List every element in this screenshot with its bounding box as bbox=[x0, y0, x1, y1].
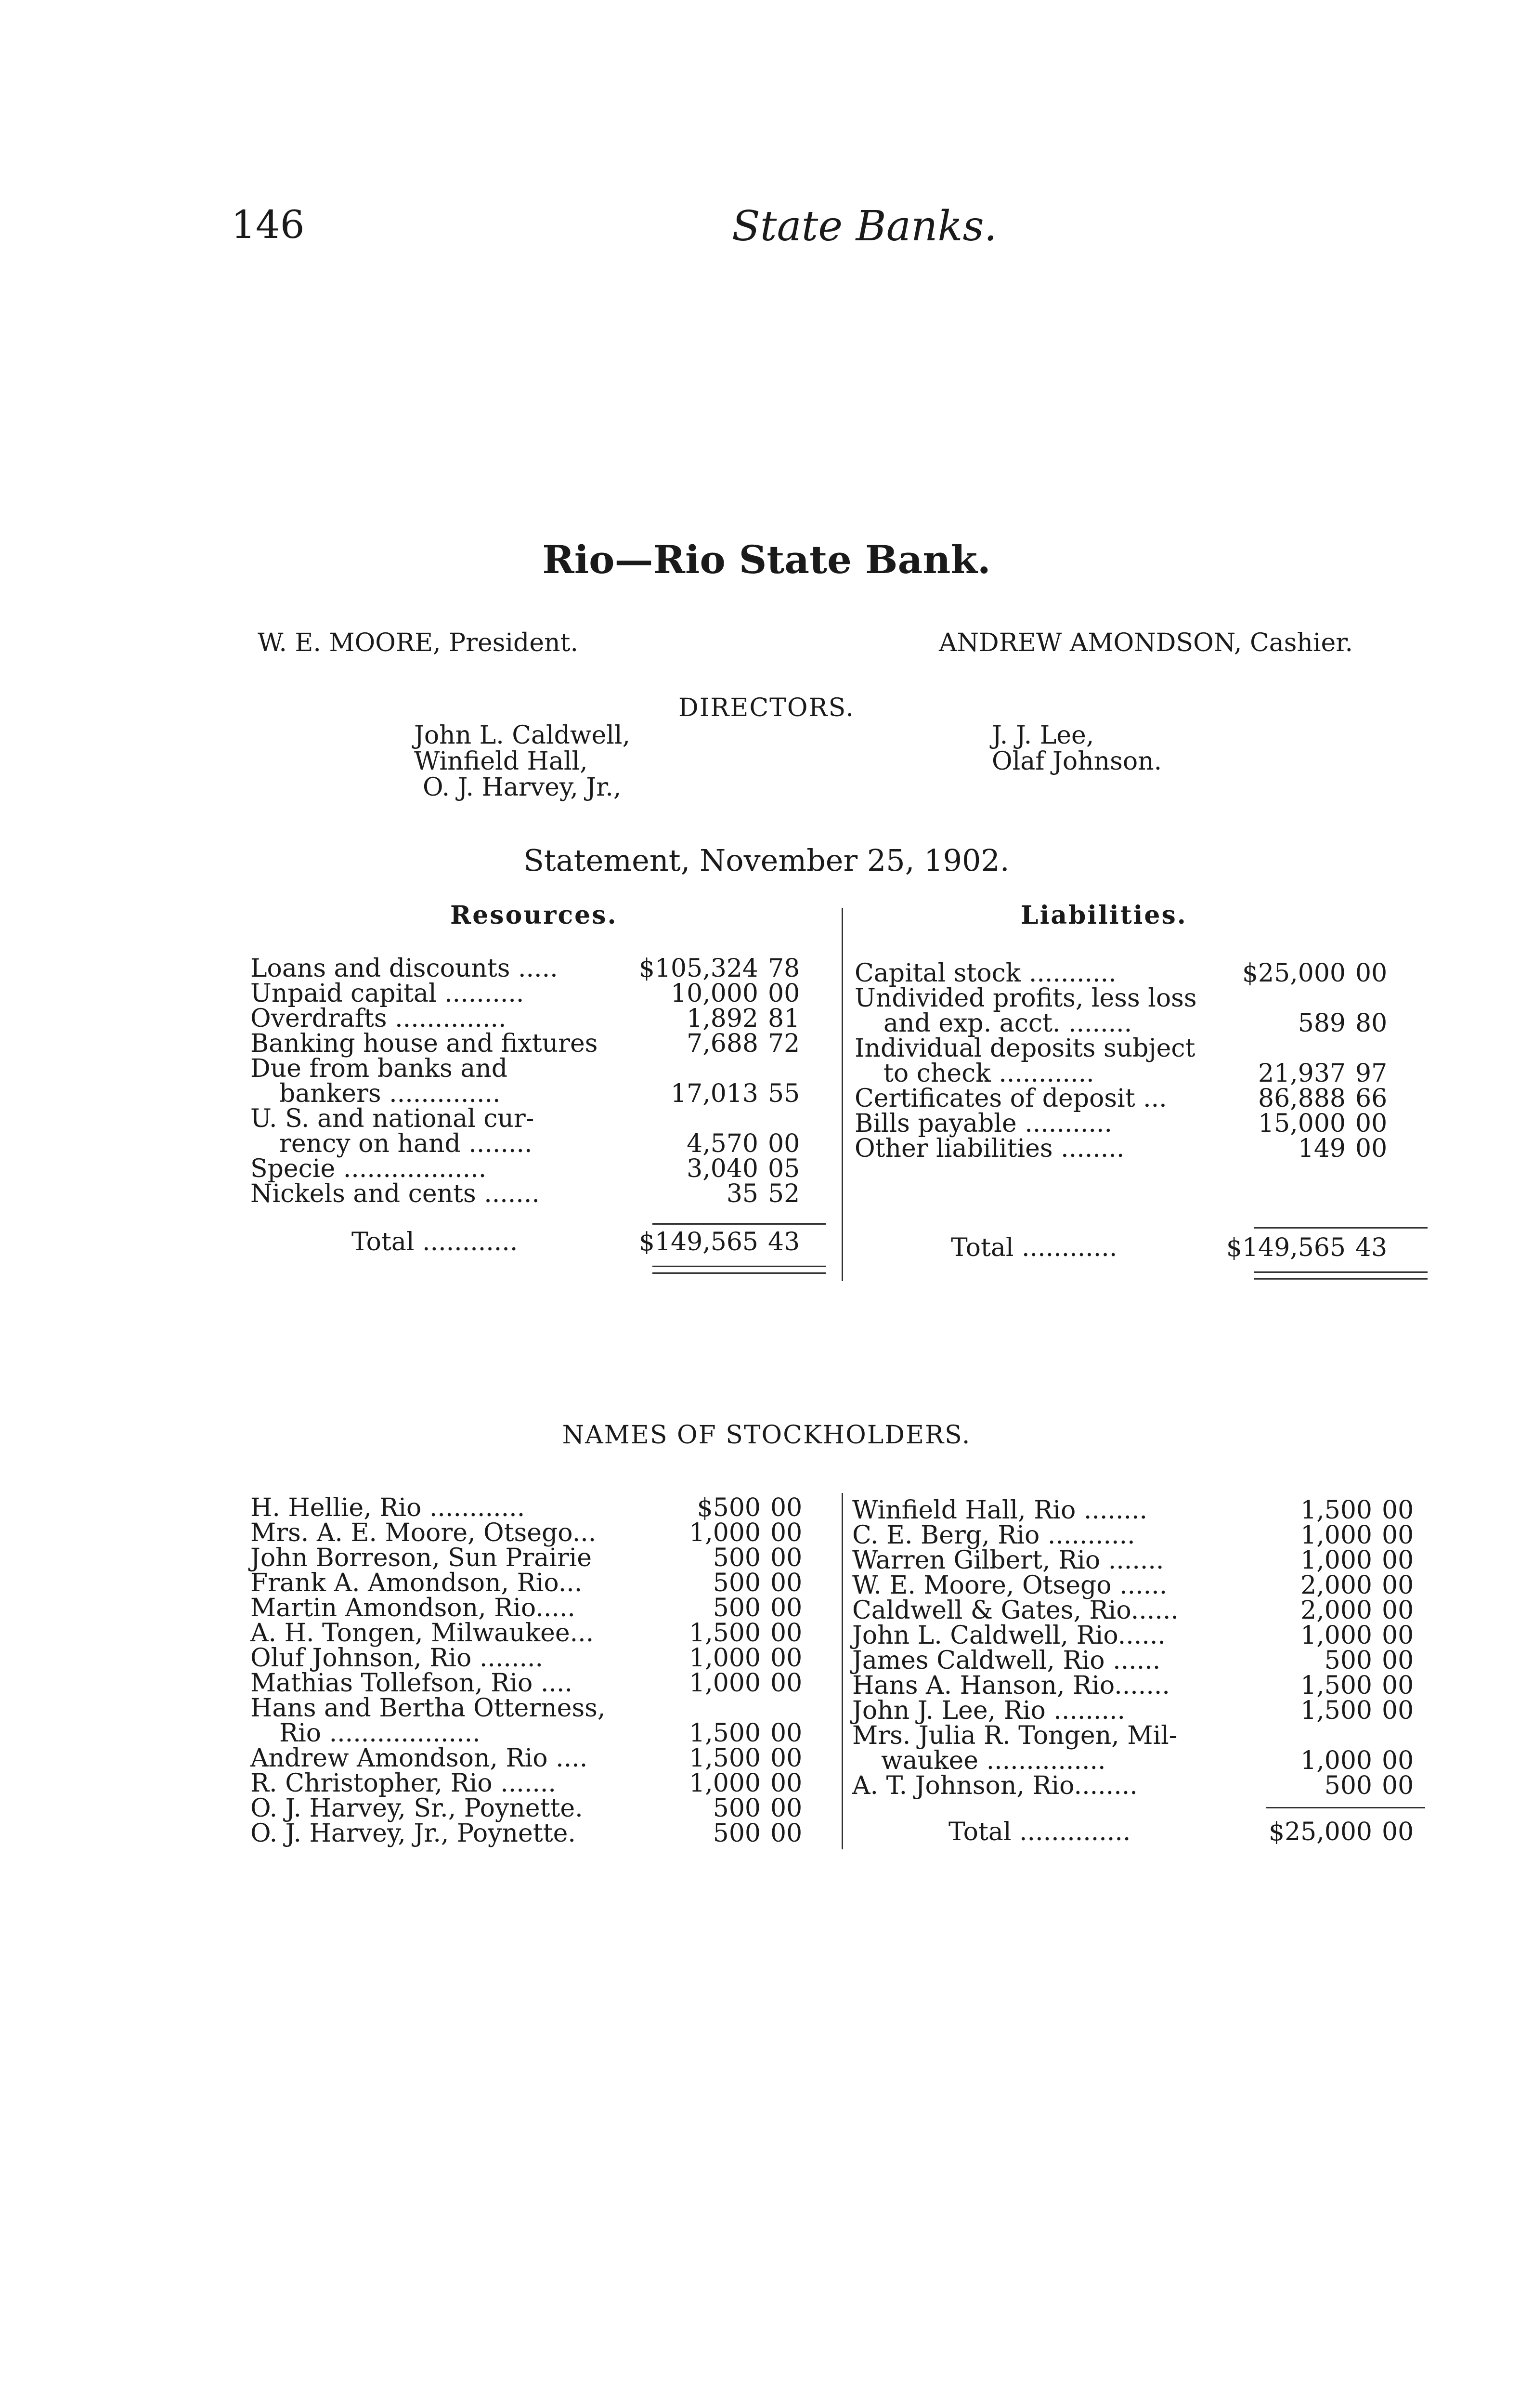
row-label: Other liabilities ........ bbox=[855, 1134, 1125, 1163]
row-label: John L. Caldwell, Rio...... bbox=[852, 1621, 1166, 1650]
stockholder-row bbox=[852, 1573, 1430, 1598]
stockholder-row bbox=[250, 1495, 828, 1520]
total-row bbox=[250, 1230, 828, 1255]
row-amount: 1,000 bbox=[1300, 1746, 1372, 1775]
stockholder-row bbox=[250, 1771, 828, 1796]
row-label: A. T. Johnson, Rio........ bbox=[852, 1771, 1138, 1800]
row-label: Bills payable ........... bbox=[855, 1109, 1113, 1138]
row-amount: $25,000 bbox=[1242, 959, 1346, 988]
stockholder-row bbox=[250, 1696, 828, 1721]
row-amount: 500 bbox=[713, 1544, 761, 1572]
stockholder-row bbox=[250, 1621, 828, 1646]
double-rule bbox=[652, 1272, 826, 1274]
stockholders-column-divider bbox=[842, 1493, 843, 1849]
row-cents: 00 bbox=[1382, 1521, 1414, 1550]
total-label: Total .............. bbox=[948, 1818, 1131, 1846]
stockholder-row bbox=[852, 1648, 1430, 1673]
row-label: Overdrafts .............. bbox=[250, 1004, 507, 1033]
statement-column-divider bbox=[842, 908, 843, 1281]
row-label: Hans A. Hanson, Rio....... bbox=[852, 1671, 1170, 1700]
row-amount: 35 bbox=[726, 1179, 758, 1208]
statement-heading: Statement, November 25, 1902. bbox=[523, 843, 1010, 878]
stockholder-row bbox=[852, 1523, 1430, 1548]
resource-row bbox=[250, 1006, 828, 1031]
row-cents: 97 bbox=[1355, 1059, 1388, 1088]
resource-row bbox=[250, 1156, 828, 1181]
row-cents: 52 bbox=[768, 1179, 800, 1208]
stockholder-row bbox=[250, 1520, 828, 1545]
stockholder-row bbox=[852, 1748, 1430, 1773]
row-cents: 00 bbox=[1382, 1546, 1414, 1575]
stockholder-row bbox=[250, 1746, 828, 1771]
row-label: Due from banks and bbox=[250, 1054, 508, 1083]
row-label: Certificates of deposit ... bbox=[855, 1084, 1167, 1113]
row-cents: 00 bbox=[770, 1544, 803, 1572]
row-amount: 149 bbox=[1298, 1134, 1346, 1163]
row-label: Mrs. A. E. Moore, Otsego... bbox=[250, 1518, 597, 1547]
resource-row bbox=[250, 956, 828, 981]
row-amount: 1,000 bbox=[689, 1644, 761, 1673]
row-cents: 00 bbox=[768, 979, 800, 1008]
stockholder-row bbox=[852, 1498, 1430, 1523]
total-amount: $25,000 bbox=[1268, 1818, 1372, 1846]
row-amount: 17,013 bbox=[671, 1079, 758, 1108]
row-cents: 55 bbox=[768, 1079, 800, 1108]
liability-row bbox=[855, 986, 1432, 1011]
row-amount: 1,000 bbox=[1300, 1621, 1372, 1650]
row-label: Nickels and cents ....... bbox=[250, 1179, 540, 1208]
president: W. E. MOORE, President. bbox=[258, 628, 579, 657]
row-label: Warren Gilbert, Rio ....... bbox=[852, 1546, 1164, 1575]
row-label: O. J. Harvey, Jr., Poynette. bbox=[250, 1819, 576, 1848]
row-label: Capital stock ........... bbox=[855, 959, 1117, 988]
row-cents: 00 bbox=[770, 1518, 803, 1547]
resources-heading: Resources. bbox=[450, 901, 618, 930]
directors-heading: DIRECTORS. bbox=[678, 694, 855, 722]
stockholder-row bbox=[852, 1773, 1430, 1798]
row-label: R. Christopher, Rio ....... bbox=[250, 1769, 556, 1798]
page-number: 146 bbox=[231, 202, 305, 247]
double-rule bbox=[1254, 1271, 1428, 1273]
row-amount: 500 bbox=[713, 1794, 761, 1823]
row-amount: 500 bbox=[713, 1569, 761, 1597]
stockholder-row bbox=[852, 1623, 1430, 1648]
directors-right-column bbox=[992, 722, 1162, 774]
row-label: Hans and Bertha Otterness, bbox=[250, 1694, 606, 1723]
director-name: Winfield Hall, bbox=[414, 747, 588, 776]
liability-row bbox=[855, 1036, 1432, 1061]
total-cents: 00 bbox=[1382, 1818, 1414, 1846]
row-amount: 1,000 bbox=[689, 1769, 761, 1798]
row-cents: 00 bbox=[1382, 1746, 1414, 1775]
row-amount: 1,500 bbox=[1300, 1696, 1372, 1725]
liability-row bbox=[855, 1136, 1432, 1161]
total-label: Total ............ bbox=[951, 1233, 1117, 1262]
row-amount: 86,888 bbox=[1258, 1084, 1346, 1113]
stockholder-row bbox=[852, 1723, 1430, 1748]
resource-row bbox=[250, 1056, 828, 1081]
total-amount: $149,565 bbox=[638, 1228, 758, 1256]
row-label: James Caldwell, Rio ...... bbox=[852, 1646, 1161, 1675]
resource-row bbox=[250, 981, 828, 1006]
director-name: Olaf Johnson. bbox=[992, 747, 1162, 776]
stockholders-heading: NAMES OF STOCKHOLDERS. bbox=[562, 1421, 971, 1450]
row-label: to check ............ bbox=[883, 1059, 1094, 1088]
row-cents: 00 bbox=[770, 1719, 803, 1748]
row-cents: 00 bbox=[770, 1493, 803, 1522]
resource-row bbox=[250, 1031, 828, 1056]
row-label: John Borreson, Sun Prairie bbox=[250, 1544, 592, 1572]
row-amount: 1,000 bbox=[1300, 1546, 1372, 1575]
row-amount: 2,000 bbox=[1300, 1596, 1372, 1625]
subtotal-rule bbox=[652, 1223, 826, 1225]
director-name: J. J. Lee, bbox=[992, 721, 1094, 750]
row-label: Caldwell & Gates, Rio...... bbox=[852, 1596, 1179, 1625]
cashier: ANDREW AMONDSON, Cashier. bbox=[939, 628, 1353, 657]
liability-row bbox=[855, 961, 1432, 986]
row-cents: 81 bbox=[768, 1004, 800, 1033]
row-amount: 500 bbox=[713, 1819, 761, 1848]
row-amount: 21,937 bbox=[1258, 1059, 1346, 1088]
row-label: A. H. Tongen, Milwaukee... bbox=[250, 1619, 594, 1648]
total-amount: $149,565 bbox=[1226, 1233, 1346, 1262]
row-label: Banking house and fixtures bbox=[250, 1029, 598, 1058]
row-amount: $500 bbox=[697, 1493, 761, 1522]
resource-row bbox=[250, 1106, 828, 1131]
liabilities-heading: Liabilities. bbox=[1021, 901, 1187, 930]
row-amount: 500 bbox=[1324, 1771, 1372, 1800]
row-amount: 1,500 bbox=[1300, 1671, 1372, 1700]
row-label: John J. Lee, Rio ......... bbox=[852, 1696, 1126, 1725]
row-amount: 4,570 bbox=[687, 1129, 758, 1158]
row-amount: 1,500 bbox=[689, 1744, 761, 1773]
total-cents: 43 bbox=[1355, 1233, 1388, 1262]
stockholder-row bbox=[852, 1673, 1430, 1698]
row-cents: 00 bbox=[1382, 1596, 1414, 1625]
stockholder-row bbox=[852, 1698, 1430, 1723]
row-cents: 00 bbox=[770, 1794, 803, 1823]
row-amount: 7,688 bbox=[687, 1029, 758, 1058]
row-label: Mathias Tollefson, Rio .... bbox=[250, 1669, 572, 1698]
total-cents: 43 bbox=[768, 1228, 800, 1256]
row-label: Winfield Hall, Rio ........ bbox=[852, 1496, 1148, 1525]
liability-row bbox=[855, 1011, 1432, 1036]
row-label: H. Hellie, Rio ............ bbox=[250, 1493, 525, 1522]
row-label: Andrew Amondson, Rio .... bbox=[250, 1744, 588, 1773]
stockholder-row bbox=[250, 1596, 828, 1621]
row-label: rency on hand ........ bbox=[279, 1129, 533, 1158]
row-label: Martin Amondson, Rio..... bbox=[250, 1594, 575, 1623]
row-amount: 10,000 bbox=[671, 979, 758, 1008]
row-cents: 66 bbox=[1355, 1084, 1388, 1113]
total-label: Total ............ bbox=[351, 1228, 518, 1256]
row-amount: 1,892 bbox=[687, 1004, 758, 1033]
row-cents: 00 bbox=[770, 1619, 803, 1648]
row-label: Rio ................... bbox=[279, 1719, 481, 1748]
row-amount: 589 bbox=[1298, 1009, 1346, 1038]
row-label: Undivided profits, less loss bbox=[855, 984, 1197, 1013]
total-row bbox=[852, 1819, 1430, 1845]
row-label: Loans and discounts ..... bbox=[250, 954, 558, 983]
row-cents: 00 bbox=[770, 1569, 803, 1597]
resource-row bbox=[250, 1131, 828, 1156]
row-cents: 00 bbox=[770, 1819, 803, 1848]
row-cents: 00 bbox=[1382, 1496, 1414, 1525]
row-label: Frank A. Amondson, Rio... bbox=[250, 1569, 583, 1597]
row-amount: 15,000 bbox=[1258, 1109, 1346, 1138]
row-cents: 80 bbox=[1355, 1009, 1388, 1038]
row-label: O. J. Harvey, Sr., Poynette. bbox=[250, 1794, 583, 1823]
stockholder-row bbox=[852, 1548, 1430, 1573]
row-label: U. S. and national cur- bbox=[250, 1104, 534, 1133]
row-amount: 1,500 bbox=[689, 1619, 761, 1648]
row-cents: 00 bbox=[1382, 1621, 1414, 1650]
row-cents: 00 bbox=[770, 1744, 803, 1773]
row-cents: 00 bbox=[768, 1129, 800, 1158]
row-cents: 00 bbox=[770, 1594, 803, 1623]
double-rule bbox=[652, 1266, 826, 1267]
row-cents: 00 bbox=[770, 1769, 803, 1798]
row-cents: 00 bbox=[1355, 959, 1388, 988]
row-cents: 00 bbox=[1355, 1134, 1388, 1163]
stockholder-row bbox=[250, 1796, 828, 1821]
subtotal-rule bbox=[1254, 1227, 1428, 1229]
row-label: Individual deposits subject bbox=[855, 1034, 1195, 1063]
row-cents: 00 bbox=[1382, 1646, 1414, 1675]
total-row bbox=[855, 1235, 1432, 1260]
bank-title: Rio—Rio State Bank. bbox=[542, 537, 991, 582]
running-title: State Banks. bbox=[732, 202, 997, 250]
director-name: O. J. Harvey, Jr., bbox=[423, 773, 622, 802]
row-amount: 2,000 bbox=[1300, 1571, 1372, 1600]
row-cents: 00 bbox=[1382, 1671, 1414, 1700]
directors-left-column bbox=[414, 722, 630, 800]
row-amount: 3,040 bbox=[687, 1154, 758, 1183]
row-cents: 05 bbox=[768, 1154, 800, 1183]
row-label: Oluf Johnson, Rio ........ bbox=[250, 1644, 544, 1673]
row-label: Specie .................. bbox=[250, 1154, 487, 1183]
row-cents: 00 bbox=[1382, 1571, 1414, 1600]
row-cents: 00 bbox=[1382, 1771, 1414, 1800]
row-cents: 00 bbox=[770, 1644, 803, 1673]
row-label: Mrs. Julia R. Tongen, Mil- bbox=[852, 1721, 1178, 1750]
liability-row bbox=[855, 1086, 1432, 1111]
row-amount: 1,000 bbox=[689, 1518, 761, 1547]
stockholder-row bbox=[250, 1821, 828, 1846]
liability-row bbox=[855, 1061, 1432, 1086]
subtotal-rule bbox=[1266, 1807, 1425, 1808]
stockholder-row bbox=[852, 1598, 1430, 1623]
row-amount: 500 bbox=[1324, 1646, 1372, 1675]
row-cents: 00 bbox=[770, 1669, 803, 1698]
stockholder-row bbox=[250, 1545, 828, 1570]
row-cents: 78 bbox=[768, 954, 800, 983]
row-amount: 500 bbox=[713, 1594, 761, 1623]
stockholder-row bbox=[250, 1646, 828, 1671]
director-name: John L. Caldwell, bbox=[414, 721, 631, 750]
row-label: waukee ............... bbox=[881, 1746, 1106, 1775]
row-amount: 1,000 bbox=[689, 1669, 761, 1698]
row-label: Unpaid capital .......... bbox=[250, 979, 524, 1008]
row-cents: 00 bbox=[1382, 1696, 1414, 1725]
row-label: C. E. Berg, Rio ........... bbox=[852, 1521, 1135, 1550]
row-label: bankers .............. bbox=[279, 1079, 501, 1108]
row-amount: 1,500 bbox=[689, 1719, 761, 1748]
stockholder-row bbox=[250, 1570, 828, 1596]
row-amount: 1,500 bbox=[1300, 1496, 1372, 1525]
row-label: W. E. Moore, Otsego ...... bbox=[852, 1571, 1168, 1600]
liability-row bbox=[855, 1111, 1432, 1136]
double-rule bbox=[1254, 1278, 1428, 1280]
row-label: and exp. acct. ........ bbox=[883, 1009, 1132, 1038]
resource-row bbox=[250, 1181, 828, 1206]
row-amount: 1,000 bbox=[1300, 1521, 1372, 1550]
row-cents: 72 bbox=[768, 1029, 800, 1058]
row-amount: $105,324 bbox=[638, 954, 758, 983]
resource-row bbox=[250, 1081, 828, 1106]
row-cents: 00 bbox=[1355, 1109, 1388, 1138]
stockholder-row bbox=[250, 1671, 828, 1696]
stockholder-row bbox=[250, 1721, 828, 1746]
